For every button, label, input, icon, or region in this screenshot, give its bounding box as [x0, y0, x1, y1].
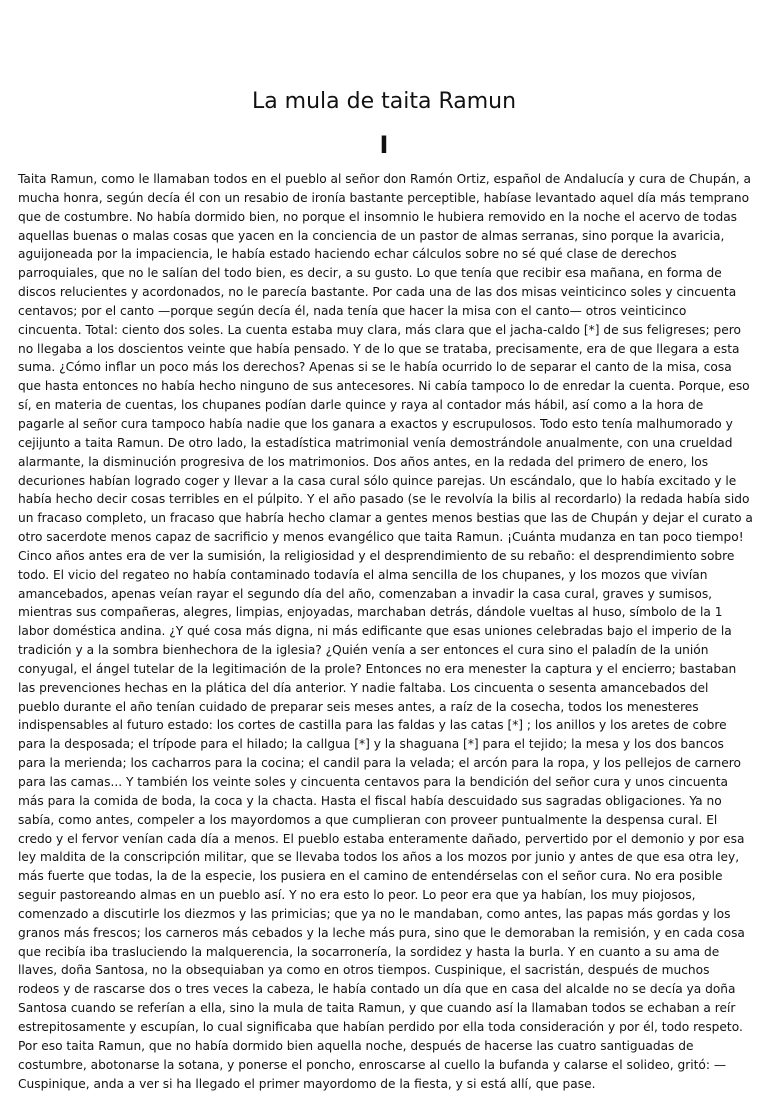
document-title: La mula de taita Ramun — [251, 89, 517, 114]
body-paragraph: Taita Ramun, como le llamaban todos en el pueblo al señor don Ramón Ortiz, español de Andalucía y cura de Chupán, a mucha honra, según decía él con un resabio de ironía bastante perceptible, habíase levantado aquel día más temprano que de costumbre. No había dormido bien, no porque el insomnio le hubiera removido en la noche el acervo de todas aquellas buenas o malas cosas que yacen en la conciencia de un pastor de almas serranas, sino porque la avaricia, aguijoneada por la impaciencia, le había estado haciendo echar cálculos sobre no sé qué clase de derechos parroquiales, que no le salían del todo bien, es decir, a su gusto. Lo que tenía que recibir esa mañana, en forma de discos relucientes y acordonados, no le parecía bastante. Por cada una de las dos misas veinticinco soles y cincuenta centavos; por el canto —porque según decía él, nada tenía que hacer la misa con el canto— otros veinticinco cincuenta. Total: ciento dos soles. La cuenta estaba muy clara, más clara que el jacha-caldo [*] de sus feligreses; pero no llegaba a los doscientos veinte que había pensado. Y de lo que se trataba, precisamente, era de que llegara a esta suma. ¿Cómo inflar un poco más los derechos? Apenas si se le había ocurrido lo de separar el canto de la misa, cosa que hasta entonces no había hecho ninguno de sus antecesores. Ni cabía tampoco lo de enredar la cuenta. Porque, eso sí, en materia de cuentas, los chupanes podían darle quince y raya al contador más hábil, así como a la hora de pagarle al señor cura tampoco había nadie que los ganara a exactos y escrupulosos. Todo esto tenía malhumorado y cejijunto a taita Ramun. De otro lado, la estadística matrimonial venía demostrándole anualmente, con una crueldad alarmante, la disminución progresiva de los matrimonios. Dos años antes, en la redada del primero de enero, los decuriones habían logrado coger y llevar a la casa cural sólo quince parejas. Un escándalo, que lo había excitado y le había hecho decir cosas terribles en el púlpito. Y el año pasado (se le revolvía la bilis al recordarlo) la redada había sido un fracaso completo, un fracaso que habría hecho clamar a gentes menos bestias que las de Chupán y dejar el curato a otro sacerdote menos capaz de sacrificio y menos evangélico que taita Ramun. ¡Cuánta mudanza en tan poco tiempo! Cinco años antes era de ver la sumisión, la religiosidad y el desprendimiento de su rebaño: el desprendimiento sobre todo. El vicio del regateo no había contaminado todavía el alma sencilla de los chupanes, y los mozos que vivían amancebados, apenas veían rayar el segundo día del año, comenzaban a invadir la casa cural, graves y sumisos, mientras sus compañeras, alegres, limpias, enjoyadas, marchaban detrás, dándole vueltas al huso, símbolo de la 1 labor doméstica andina. ¿Y qué cosa más digna, ni más edificante que esas uniones celebradas bajo el imperio de la tradición y a la sombra bienhechora de la iglesia? ¿Quién venía a ser entonces el cura sino el paladín de la unión conyugal, el ángel tutelar de la legitimación de la prole? Entonces no era menester la captura y el encierro; bastaban las prevenciones hechas en la plática del día anterior. Y nadie faltaba. Los cincuenta o sesenta amancebados del pueblo durante el año tenían cuidado de preparar seis meses antes, a raíz de la cosecha, todos los menesteres indispensables al futuro estado: los cortes de castilla para las faldas y las catas [*] ; los anillos y los aretes de cobre para la desposada; el trípode para el hilado; la callgua [*] y la shaguana [*] para el tejido; la mesa y los dos bancos para la merienda; los cacharros para la cocina; el candil para la velada; el arcón para la ropa, y los pellejos de carnero para las camas... Y también los veinte soles y cincuenta centavos para la bendición del señor cura y unos cincuenta más para la comida de boda, la coca y la chacta. Hasta el fiscal había descuidado sus sagradas obligaciones. Ya no sabía, como antes, compeler a los mayordomos a que cumplieran con proveer puntualmente la despensa cural. El credo y el fervor venían cada día a menos. El pueblo estaba enteramente dañado, pervertido por el demonio y por esa ley maldita de la conscripción militar, que se llevaba todos los años a los mozos por junio y antes de que esa otra ley, más fuerte que todas, la de la especie, los pusiera en el camino de entendérselas con el señor cura. No era posible seguir pastoreando almas en un pueblo así. Y no era esto lo peor. Lo peor era que ya habían, los muy piojosos, comenzado a discutirle los diezmos y las primicias; que ya no le mandaban, como antes, las papas más gordas y los granos más frescos; los carneros más cebados y la leche más pura, sino que le demoraban la remisión, y en cada cosa que recibía iba trasluciendo la malquerencia, la socarronería, la sordidez y hasta la burla. Y en cuanto a su ama de llaves, doña Santosa, no la obsequiaban ya como en otros tiempos. Cuspinique, el sacristán, después de muchos rodeos y de rascarse dos o tres veces la cabeza, le había contado un día que en casa del alcalde no se decía ya doña Santosa cuando se referían a ella, sino la mula de taita Ramun, y que cuando así la llamaban todos se echaban a reír estrepitosamente y escupían, lo cual significaba que habían perdido por ella toda consideración y por él, todo respeto. Por eso taita Ramun, que no había dormido bien aquella noche, después de hacerse las cuatro santiguadas de costumbre, abotonarse la sotana, y ponerse el poncho, enroscarse al cuello la bufanda y calarse el solideo, gritó: —Cuspinique, anda a ver si ha llegado el primer mayordomo de la fiesta, y si está allí, que pase. — [18, 172, 753, 1091]
chapter-numeral: I — [379, 131, 389, 159]
